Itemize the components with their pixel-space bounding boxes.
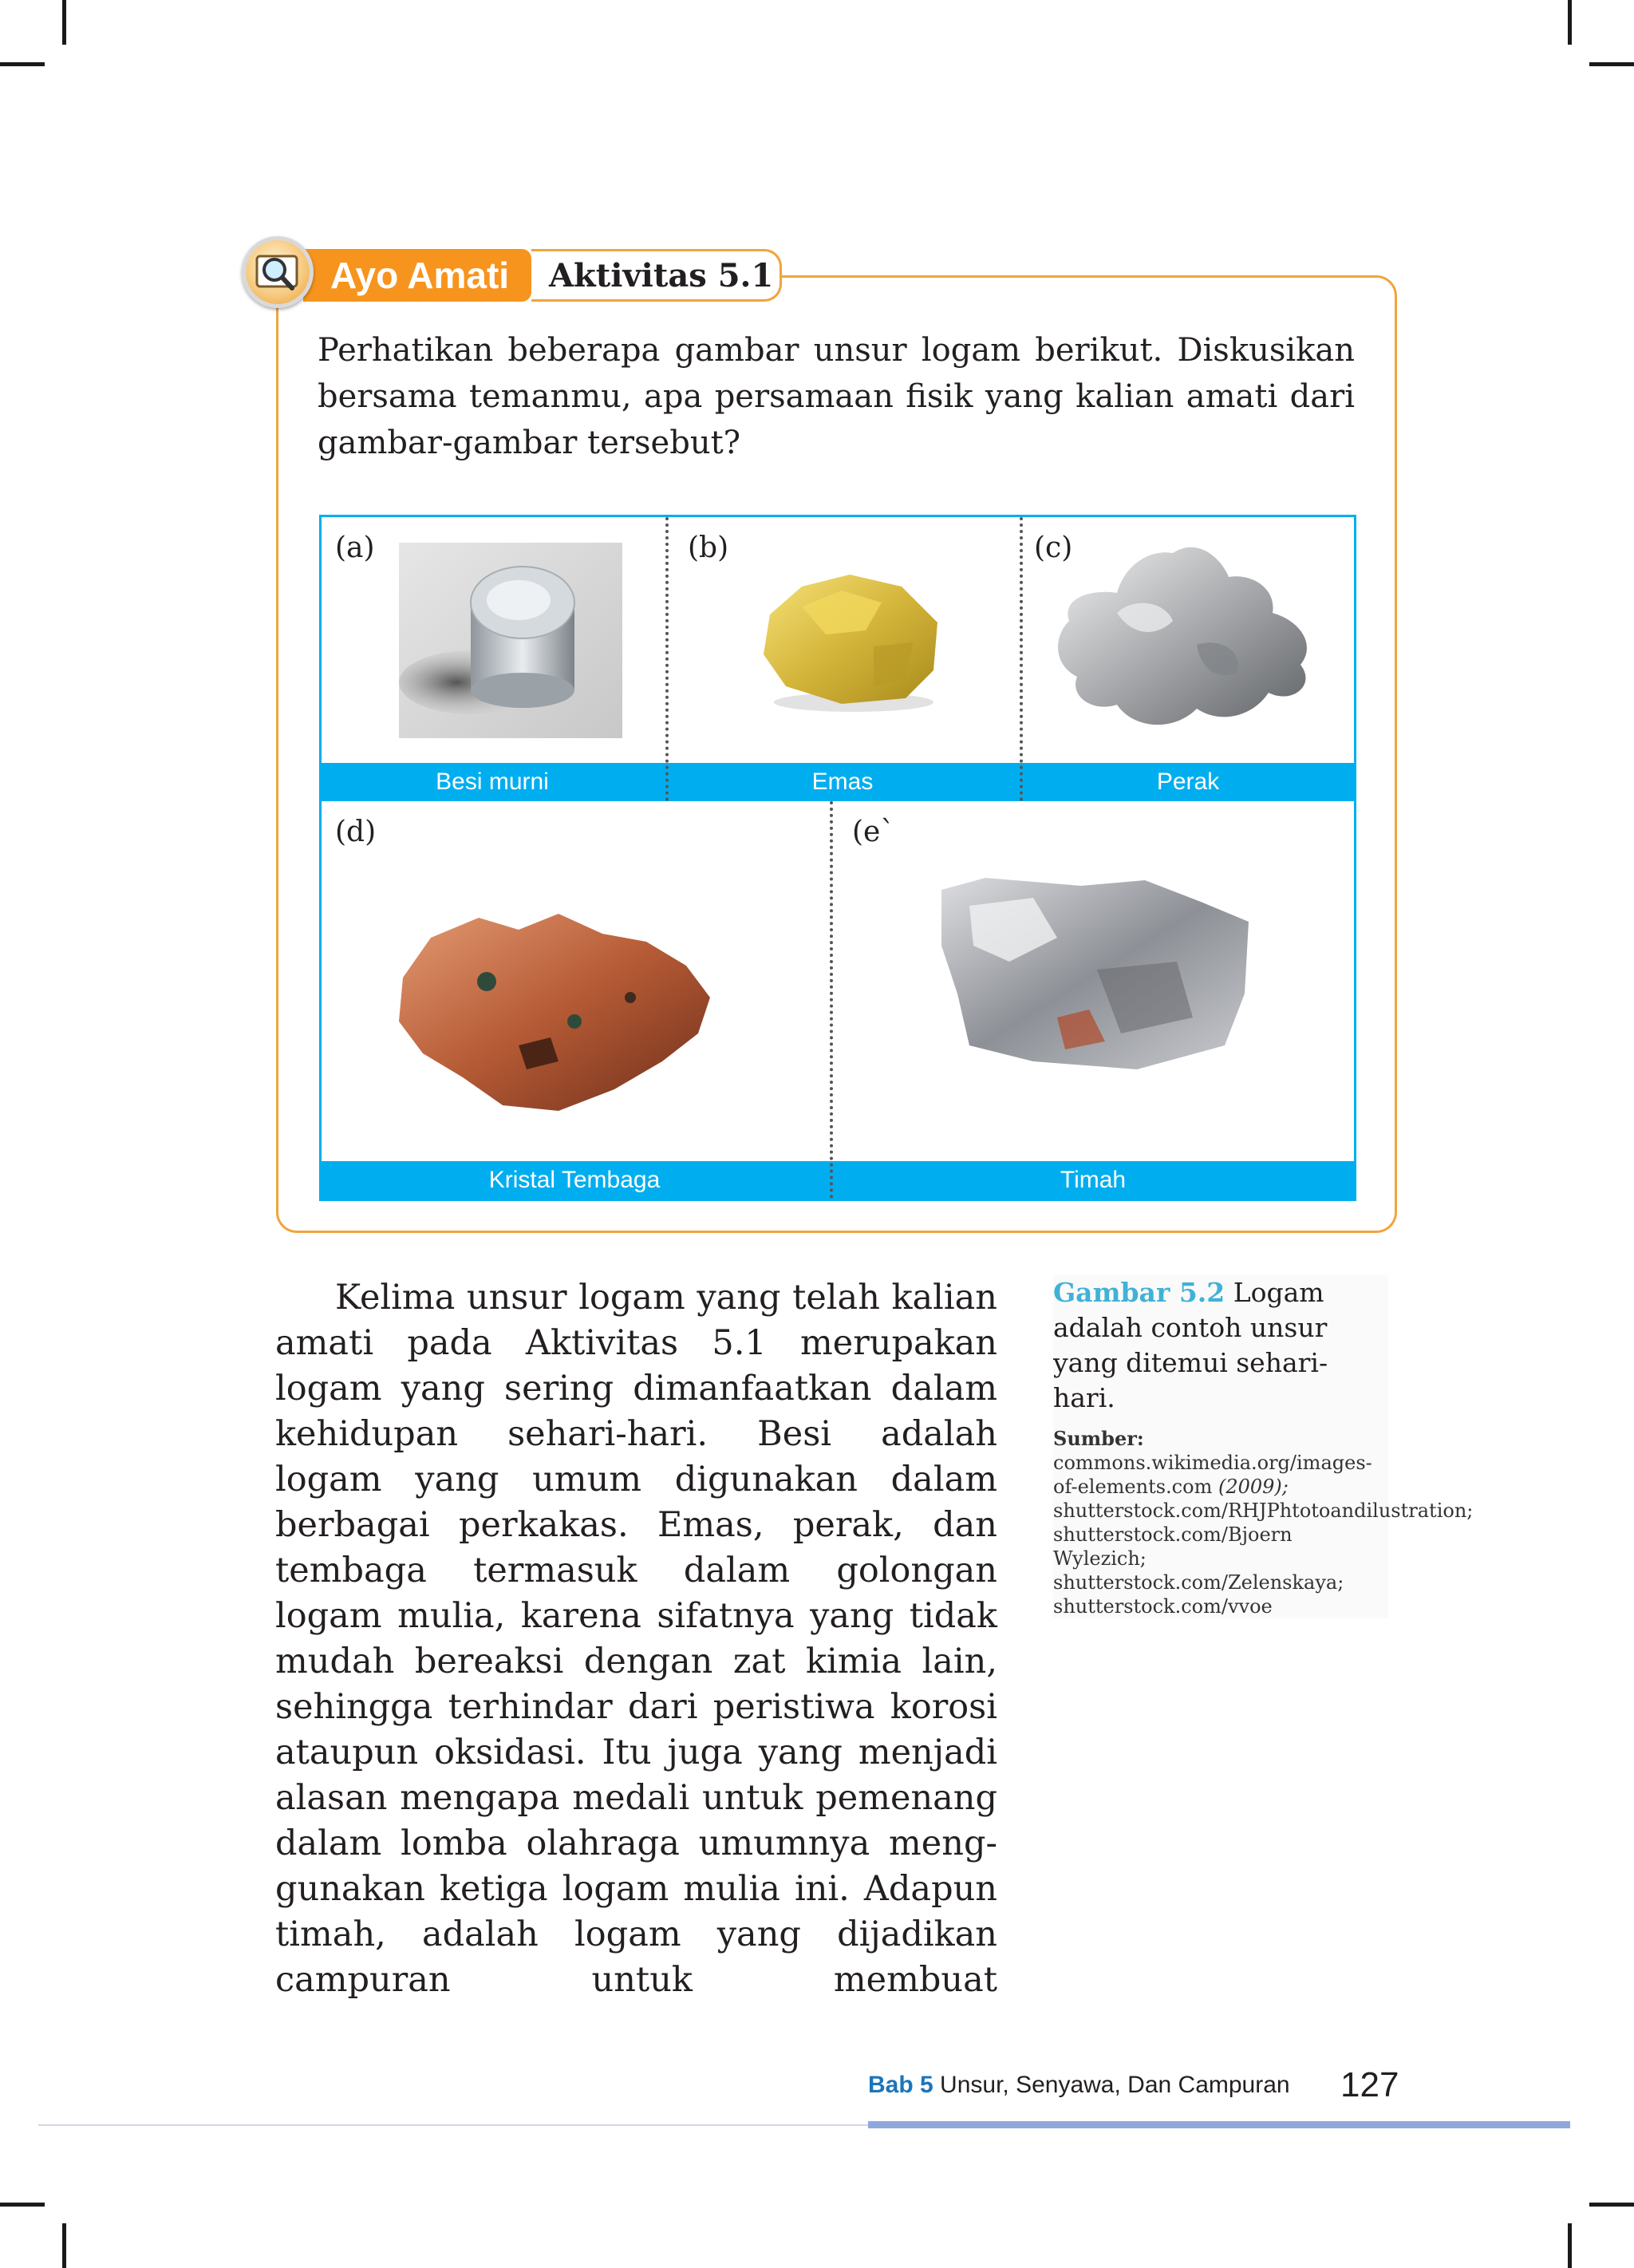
source-label: Sumber: [1053,1427,1144,1450]
crop-mark [62,0,66,45]
figure-caption [1053,1275,1388,1416]
chapter-title: Unsur, Senyawa, Dan Campuran [933,2072,1290,2098]
page-number: 127 [1340,2065,1399,2104]
activity-title: Aktivitas 5.1 [531,249,782,302]
caption-emas: Emas [811,769,874,795]
crop-mark [1589,2203,1634,2207]
activity-instruction: Perhatikan beberapa gambar unsur logam berikut. Diskusikan bersama temanmu, apa persamaan fisik yang kalian amati dari gambar-gambar tersebut? [318,332,1355,461]
panel-divider [665,517,669,801]
crop-mark [62,2223,66,2268]
figure-source [1053,1427,1474,1618]
panel-letter-e: (e` [852,816,895,848]
panel-letter-a: (a) [335,531,375,564]
panel-divider [1020,517,1023,801]
ayo-amati-badge: Ayo Amati [303,249,531,302]
caption-besi-murni: Besi murni [436,769,549,795]
crop-mark [1568,0,1572,45]
footer-accent-rule [868,2121,1570,2128]
paragraph-text: Kelima unsur logam yang telah kalian amati pada Aktivitas 5.1 merupakan logam yang sering dimanfaatkan dalam kehidupan sehari-hari. Besi adalah logam yang umum digunakan dalam berbagai perkakas. Emas, perak, dan tembaga termasuk dalam golongan logam mulia, karena sifatnya yang tidak mudah bereaksi dengan zat kimia lain, sehingga terhindar dari peristiwa korosi ataupun oksidasi. Itu juga yang menjadi alasan mengapa medali untuk pemenang dalam lomba olahraga umumnya meng-gunakan ketiga logam mulia ini. Adapun timah, adalah logam yang dijadikan campuran untuk membuat [275,1278,997,2000]
chapter-footer [868,2072,1290,2099]
crop-mark [1589,62,1634,66]
iron-cylinder-image [399,543,622,738]
source-rest: shutterstock.com/RHJPhtotoandilustration; shutterstock.com/Bjoern Wylezich; shutterstock.com/Zelenskaya; shutterstock.com/vvoe [1053,1499,1474,1618]
panel-letter-c: (c) [1034,531,1073,564]
figure-label: Gambar 5.2 [1053,1277,1226,1308]
caption-kristal-tembaga: Kristal Tembaga [488,1167,661,1193]
caption-timah: Timah [1060,1167,1127,1193]
magnifier-icon [242,236,314,308]
figure-caption-text: Logam adalah contoh unsur yang ditemui sehari-hari. [1053,1277,1328,1413]
crop-mark [1568,2223,1572,2268]
silver-nugget-image [1045,533,1328,742]
body-paragraph [275,1275,997,2003]
panel-letter-b: (b) [688,531,729,564]
caption-perak: Perak [1156,769,1220,795]
chapter-number: Bab 5 [868,2072,933,2098]
crop-mark [0,62,45,66]
figure-caption-sidebar [1053,1275,1474,1618]
copper-crystal-image [391,902,718,1121]
tin-crystal-image [937,874,1253,1073]
crop-mark [0,2203,45,2207]
gold-nugget-image [754,567,949,714]
source-year: (2009); [1218,1476,1289,1498]
source-text: commons.wikimedia.org/images-of-elements.com [1053,1452,1372,1498]
panel-divider [830,801,833,1199]
panel-letter-d: (d) [335,816,377,848]
